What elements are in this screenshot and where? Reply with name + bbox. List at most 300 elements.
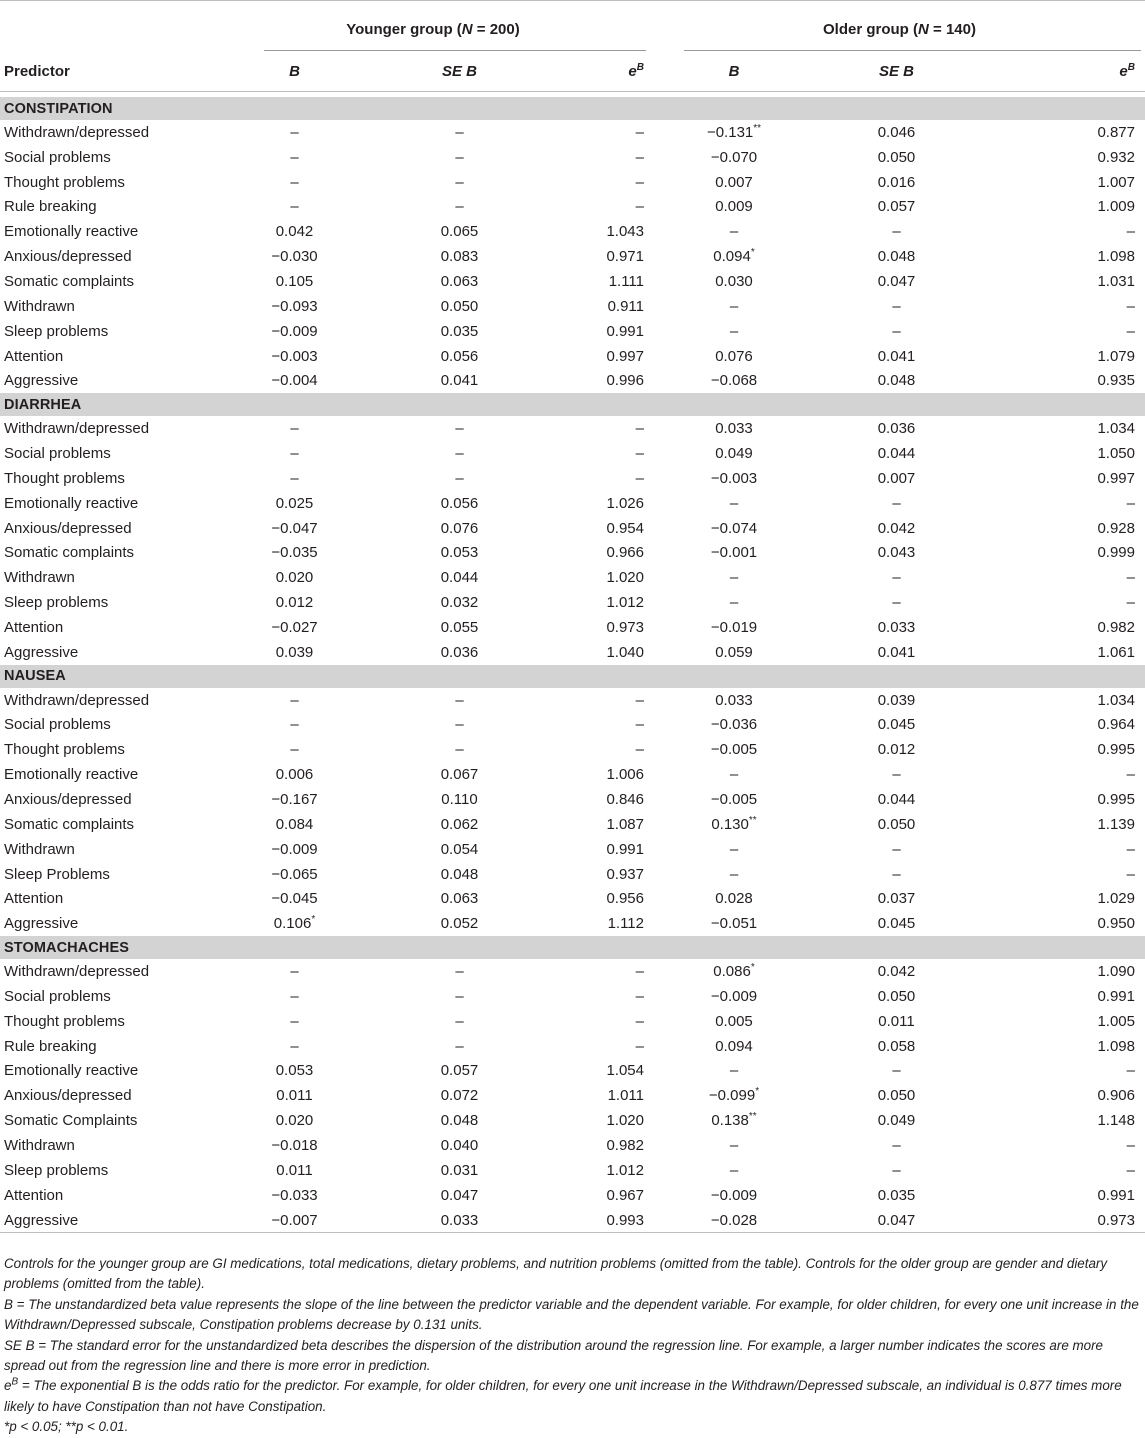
table-cell: 0.009 (715, 198, 753, 216)
older-se-header: SE B (814, 51, 979, 92)
table-cell: 0.050 (877, 987, 916, 1005)
table-cell: – (892, 1161, 901, 1179)
table-cell: 0.130** (711, 814, 757, 833)
predictor-label: Anxious/depressed (4, 791, 132, 809)
table-row (0, 1133, 1145, 1158)
table-cell: −0.045 (271, 890, 318, 908)
table-cell: 0.050 (877, 1087, 916, 1105)
table-cell: – (635, 445, 644, 463)
table-cell: 1.029 (1097, 890, 1135, 908)
table-row (0, 441, 1145, 466)
table-cell: 0.041 (877, 643, 916, 661)
table-cell: 0.046 (877, 123, 916, 141)
table-cell: 0.973 (979, 1208, 1145, 1233)
table-cell: – (729, 297, 739, 315)
table-row (0, 344, 1145, 369)
predictor-label: Emotionally reactive (4, 766, 139, 784)
table-cell: 1.011 (607, 1087, 644, 1105)
table-cell: – (455, 123, 464, 141)
table-cell: −0.074 (710, 519, 758, 537)
predictor-label: Anxious/depressed (4, 519, 132, 537)
table-cell: −0.035 (271, 544, 318, 562)
table-cell: 0.105 (275, 272, 314, 290)
older-group-prefix: Older group ( (823, 21, 919, 38)
table-cell: – (892, 569, 901, 587)
table-cell: 0.030 (715, 272, 753, 290)
predictor-label: Emotionally reactive (4, 223, 139, 241)
significance-marker: * (750, 962, 755, 974)
table-cell: 0.048 (440, 1112, 479, 1130)
table-cell: 0.991 (606, 322, 644, 340)
table-cell: – (1126, 766, 1135, 784)
table-cell: – (892, 766, 901, 784)
table-cell: 0.063 (440, 890, 479, 908)
table-cell: −0.009 (271, 322, 318, 340)
older-group-suffix: = 140) (928, 21, 976, 38)
predictor-label: Withdrawn (4, 569, 75, 587)
section-title: STOMACHACHES (0, 936, 1145, 959)
table-row (0, 244, 1145, 269)
note-eb: $e^B$ = The exponential B is the odds ratio for the predictor. For example, for older children, for every one unit increase in the Withdrawn/Depressed subscale, an individual is 0.877 times more likely to have Constipation than not have Constipation. (4, 1376, 1122, 1414)
younger-group-prefix: Younger group ( (346, 21, 462, 38)
table-cell: 0.056 (440, 347, 479, 365)
table-cell: – (455, 173, 464, 191)
table-cell: 0.006 (275, 766, 314, 784)
table-cell: – (455, 741, 464, 759)
table-cell: 0.042 (275, 223, 314, 241)
table-cell: 1.020 (606, 569, 644, 587)
table-cell: 0.053 (440, 544, 479, 562)
table-cell: 0.906 (1097, 1087, 1135, 1105)
predictor-label: Emotionally reactive (4, 494, 139, 512)
table-cell: −0.004 (271, 372, 318, 390)
table-cell: 0.040 (440, 1136, 479, 1154)
table-cell: – (729, 865, 739, 883)
table-row (0, 416, 1145, 441)
table-cell: 0.935 (1097, 372, 1135, 390)
table-cell: – (290, 716, 299, 734)
table-cell: −0.131** (706, 122, 762, 141)
table-row (0, 1108, 1145, 1133)
predictor-label: Somatic complaints (4, 544, 135, 562)
predictor-label: Sleep problems (4, 1161, 109, 1179)
table-cell: −0.167 (271, 791, 318, 809)
table-cell: – (892, 494, 901, 512)
predictor-label: Thought problems (4, 469, 125, 487)
younger-group-n: N (461, 21, 473, 38)
table-cell: 0.036 (877, 420, 916, 438)
predictor-label: Aggressive (0, 1208, 212, 1233)
table-cell: – (892, 865, 901, 883)
predictor-label: Sleep problems (4, 322, 109, 340)
table-cell: 0.039 (275, 643, 314, 661)
table-cell: 0.997 (1097, 469, 1135, 487)
table-cell: 1.111 (608, 272, 644, 290)
table-cell: – (290, 691, 299, 709)
table-cell: – (635, 1037, 644, 1055)
note-controls: Controls for the younger group are GI medications, total medications, dietary problems, and nutrition problems (omitted from the table). Controls for the older group are gender and dietary problems (omitted from the table). (4, 1256, 1108, 1292)
table-row (0, 319, 1145, 344)
older-group-n: N (918, 21, 929, 38)
table-cell: – (455, 469, 464, 487)
table-cell: – (892, 223, 901, 241)
note-se: SE B = The standard error for the unstandardized beta describes the dispersion of the distribution around the regression line. For example, a larger number indicates the scores are more spread out from the regression line and there is more error in prediction. (4, 1337, 1103, 1374)
table-cell: – (290, 741, 299, 759)
table-cell: 0.991 (1097, 987, 1135, 1005)
table-cell: 0.044 (877, 445, 916, 463)
table-cell: 1.005 (1097, 1012, 1135, 1030)
significance-marker: ** (753, 122, 762, 134)
table-cell: – (290, 987, 299, 1005)
table-cell: 0.048 (877, 248, 916, 266)
significance-marker: * (755, 1086, 760, 1098)
table-row (0, 368, 1145, 393)
table-cell: 0.973 (606, 618, 644, 636)
predictor-label: Social problems (4, 148, 111, 166)
table-row (0, 590, 1145, 615)
section-header (0, 665, 1145, 688)
section-title: NAUSEA (0, 665, 1145, 688)
table-cell: 0.050 (877, 815, 916, 833)
table-cell: – (290, 445, 299, 463)
table-notes (4, 1254, 1142, 1438)
table-cell: −0.019 (710, 618, 758, 636)
table-cell: – (455, 445, 464, 463)
table-row (0, 737, 1145, 762)
table-cell: 0.049 (715, 445, 753, 463)
table-cell: – (635, 469, 644, 487)
table-cell: – (635, 963, 644, 981)
table-cell: 0.035 (877, 1186, 916, 1204)
table-row (0, 1158, 1145, 1183)
table-cell: 0.033 (877, 618, 916, 636)
table-cell: – (1126, 865, 1135, 883)
older-eb-header: $e^B$ (979, 51, 1145, 92)
table-cell: 0.049 (877, 1112, 916, 1130)
table-cell: 0.991 (606, 840, 644, 858)
table-cell: 0.059 (715, 643, 753, 661)
table-cell: 0.966 (606, 544, 644, 562)
table-cell: 0.036 (440, 643, 479, 661)
table-cell: – (1126, 1161, 1135, 1179)
table-cell: 0.011 (276, 1161, 313, 1179)
predictor-label: Withdrawn (4, 297, 75, 315)
table-cell: 0.042 (877, 519, 916, 537)
table-cell: – (635, 123, 644, 141)
table-cell: – (635, 1012, 644, 1030)
table-cell: 0.041 (440, 372, 479, 390)
table-cell: 1.009 (1097, 198, 1135, 216)
table-cell: −0.070 (710, 148, 758, 166)
table-cell: – (729, 1062, 739, 1080)
predictor-label: Withdrawn (4, 1136, 75, 1154)
table-cell: – (892, 840, 901, 858)
table-cell: 1.098 (1097, 1037, 1135, 1055)
table-cell: 0.993 (542, 1208, 654, 1233)
predictor-label: Aggressive (4, 915, 79, 933)
table-cell: 0.033 (715, 691, 753, 709)
table-cell: 0.044 (440, 569, 479, 587)
table-cell: −0.009 (710, 987, 758, 1005)
table-cell: 0.057 (440, 1062, 479, 1080)
predictor-label: Thought problems (4, 1012, 125, 1030)
table-cell: 0.055 (440, 618, 479, 636)
table-cell: – (892, 594, 901, 612)
table-cell: 1.043 (606, 223, 644, 241)
table-cell: 0.042 (877, 963, 916, 981)
table-cell: −0.093 (271, 297, 318, 315)
table-row (0, 886, 1145, 911)
table-cell: −0.033 (271, 1186, 318, 1204)
table-row (0, 615, 1145, 640)
table-cell: −0.003 (271, 347, 318, 365)
table-cell: 0.110 (441, 791, 478, 809)
table-cell: 0.138** (711, 1111, 757, 1130)
predictor-label: Attention (4, 890, 64, 908)
table-cell: – (290, 198, 299, 216)
table-cell: 0.047 (877, 272, 916, 290)
table-row (0, 640, 1145, 665)
table-cell: −0.030 (271, 248, 318, 266)
table-row (0, 466, 1145, 491)
table-cell: 0.076 (715, 347, 753, 365)
table-cell: 0.041 (877, 347, 916, 365)
predictor-label: Rule breaking (4, 1037, 97, 1055)
table-cell: 0.911 (607, 297, 644, 315)
table-cell: 1.006 (606, 766, 644, 784)
predictor-label: Rule breaking (4, 198, 97, 216)
predictor-label: Withdrawn/depressed (4, 420, 150, 438)
table-cell: 0.056 (440, 494, 479, 512)
table-cell: 0.016 (877, 173, 916, 191)
table-cell: 0.031 (440, 1161, 479, 1179)
significance-marker: * (750, 247, 755, 259)
table-cell: – (1126, 1062, 1135, 1080)
table-cell: 0.045 (877, 716, 916, 734)
table-cell: 0.045 (877, 915, 916, 933)
table-cell: 0.076 (440, 519, 479, 537)
table-cell: −0.028 (654, 1208, 814, 1233)
table-row (0, 219, 1145, 244)
table-cell: – (729, 766, 739, 784)
table-cell: 0.037 (877, 890, 916, 908)
table-row (0, 120, 1145, 145)
predictor-label: Attention (4, 1186, 64, 1204)
table-cell: – (729, 840, 739, 858)
section-title: DIARRHEA (0, 393, 1145, 416)
table-row (0, 1059, 1145, 1084)
table-cell: 0.053 (275, 1062, 314, 1080)
table-cell: – (729, 1161, 739, 1179)
predictor-label: Thought problems (4, 741, 125, 759)
table-cell: 0.050 (877, 148, 916, 166)
table-cell: 1.040 (606, 643, 644, 661)
predictor-header: Predictor (0, 51, 212, 92)
table-cell: −0.068 (710, 372, 758, 390)
table-row (0, 491, 1145, 516)
predictor-label: Thought problems (4, 173, 125, 191)
older-group-header (654, 21, 1145, 51)
table-cell: – (290, 1012, 299, 1030)
younger-group-header (212, 21, 654, 51)
table-row (0, 812, 1145, 837)
table-cell: 0.007 (715, 173, 753, 191)
table-cell: 0.065 (440, 223, 479, 241)
predictor-label: Somatic complaints (4, 272, 135, 290)
table-cell: – (290, 469, 299, 487)
table-cell: 0.011 (276, 1087, 313, 1105)
table-cell: 1.020 (606, 1112, 644, 1130)
table-cell: 1.054 (606, 1062, 644, 1080)
table-row (0, 541, 1145, 566)
predictor-label: Social problems (4, 445, 111, 463)
table-cell: −0.009 (710, 1186, 758, 1204)
table-cell: 0.094 (715, 1037, 753, 1055)
table-cell: 0.062 (440, 815, 479, 833)
table-body (0, 97, 1145, 1233)
table-cell: 1.034 (1097, 420, 1135, 438)
table-cell: – (455, 420, 464, 438)
table-cell: – (455, 716, 464, 734)
table-row (0, 837, 1145, 862)
table-row (0, 911, 1145, 936)
table-cell: −0.065 (271, 865, 318, 883)
table-cell: – (1126, 297, 1135, 315)
younger-group-suffix: = 200) (472, 21, 520, 38)
predictor-label: Withdrawn/depressed (4, 963, 150, 981)
table-row (0, 145, 1145, 170)
table-cell: 0.067 (440, 766, 479, 784)
table-cell: – (1126, 594, 1135, 612)
table-cell: 1.079 (1097, 347, 1135, 365)
table-cell: 0.846 (606, 791, 644, 809)
older-b-header: B (654, 51, 814, 92)
table-row (0, 516, 1145, 541)
table-cell: 1.112 (607, 915, 644, 933)
table-row (0, 1208, 1145, 1233)
table-cell: – (1126, 223, 1135, 241)
table-cell: 1.031 (1097, 272, 1135, 290)
table-cell: 0.928 (1097, 519, 1135, 537)
significance-marker: ** (748, 1111, 757, 1123)
table-row (0, 688, 1145, 713)
younger-se-header: SE B (377, 51, 542, 92)
table-cell: 1.012 (606, 1161, 644, 1179)
younger-b-header: B (212, 51, 377, 92)
table-cell: 0.011 (878, 1012, 915, 1030)
table-cell: −0.005 (710, 741, 758, 759)
table-cell: – (455, 198, 464, 216)
table-cell: – (892, 322, 901, 340)
table-cell: 1.007 (1097, 173, 1135, 191)
table-cell: 0.964 (1097, 716, 1135, 734)
table-cell: – (729, 322, 739, 340)
predictor-label: Aggressive (4, 643, 79, 661)
table-row (0, 787, 1145, 812)
note-b: B = The unstandardized beta value represents the slope of the line between the predictor variable and the dependent variable. For example, for older children, for every one unit increase in the Withdrawn/Depressed subscale, Constipation problems decrease by 0.131 units. (4, 1296, 1139, 1333)
table-cell: 0.996 (606, 372, 644, 390)
table-cell: – (729, 494, 739, 512)
younger-group-rule (264, 44, 646, 51)
table-cell: 0.932 (1097, 148, 1135, 166)
predictor-label: Sleep Problems (4, 865, 110, 883)
predictor-label: Attention (4, 347, 64, 365)
table-cell: 0.937 (606, 865, 644, 883)
table-cell: 0.047 (440, 1186, 479, 1204)
predictor-label: Anxious/depressed (4, 248, 132, 266)
table-cell: 0.033 (715, 420, 753, 438)
predictor-label: Aggressive (4, 372, 79, 390)
table-cell: 0.032 (440, 594, 479, 612)
table-cell: – (635, 716, 644, 734)
table-cell: 0.012 (275, 594, 314, 612)
table-row (0, 984, 1145, 1009)
table-cell: – (290, 1037, 299, 1055)
table-cell: – (729, 594, 739, 612)
note-significance: *p < 0.05; **p < 0.01. (4, 1419, 129, 1435)
table-cell: 0.877 (1097, 123, 1135, 141)
table-cell: 0.005 (715, 1012, 753, 1030)
table-cell: 1.061 (1097, 643, 1135, 661)
table-cell: – (635, 420, 644, 438)
predictor-label: Emotionally reactive (4, 1062, 139, 1080)
table-cell: – (729, 1136, 739, 1154)
table-cell: −0.018 (271, 1136, 318, 1154)
table-cell: – (635, 173, 644, 191)
table-cell: 0.048 (877, 372, 916, 390)
predictor-label: Withdrawn (4, 840, 75, 858)
table-cell: 0.094* (713, 247, 755, 266)
table-cell: – (892, 1136, 901, 1154)
table-cell: 0.052 (440, 915, 479, 933)
table-cell: – (455, 987, 464, 1005)
table-cell: 0.063 (440, 272, 479, 290)
table-cell: 0.072 (440, 1087, 479, 1105)
table-cell: 1.012 (606, 594, 644, 612)
predictor-label: Anxious/depressed (4, 1087, 132, 1105)
table-cell: 0.997 (606, 347, 644, 365)
table-cell: 0.950 (1097, 915, 1135, 933)
table-cell: 0.025 (275, 494, 314, 512)
predictor-label: Attention (4, 618, 64, 636)
significance-marker: ** (748, 814, 757, 826)
table-cell: 0.028 (715, 890, 753, 908)
table-cell: 1.139 (1097, 815, 1135, 833)
table-row (0, 565, 1145, 590)
table-cell: – (1126, 840, 1135, 858)
predictor-label: Withdrawn/depressed (4, 123, 150, 141)
table-row (0, 1083, 1145, 1108)
table-cell: 0.043 (877, 544, 916, 562)
table-cell: – (892, 297, 901, 315)
table-row (0, 1034, 1145, 1059)
significance-marker: * (311, 914, 316, 926)
table-cell: 0.956 (606, 890, 644, 908)
table-row (0, 1183, 1145, 1208)
section-header (0, 393, 1145, 416)
table-cell: 0.982 (606, 1136, 644, 1154)
table-cell: 0.999 (1097, 544, 1135, 562)
table-cell: – (455, 1037, 464, 1055)
table-cell: 1.026 (606, 494, 644, 512)
table-cell: 1.148 (1097, 1112, 1135, 1130)
table-cell: – (635, 741, 644, 759)
table-cell: 0.033 (377, 1208, 542, 1233)
table-row (0, 294, 1145, 319)
table-cell: 0.039 (877, 691, 916, 709)
predictor-label: Sleep problems (4, 594, 109, 612)
table-row (0, 170, 1145, 195)
